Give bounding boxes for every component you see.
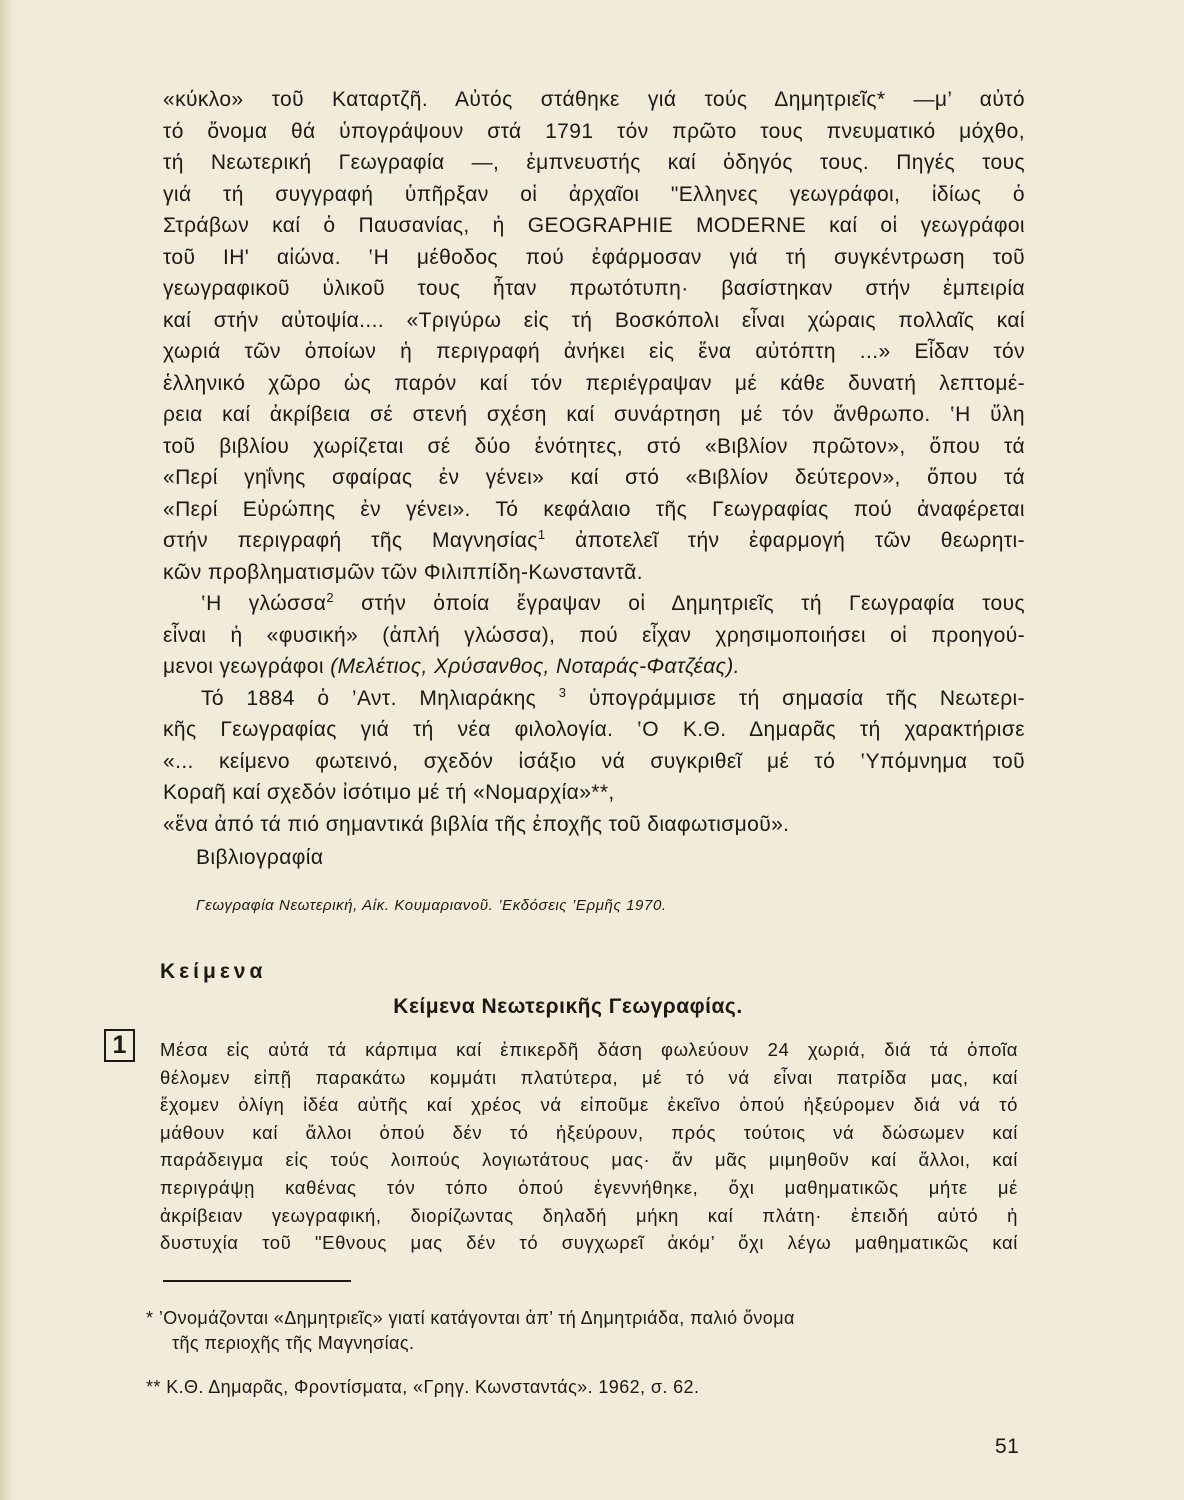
text-fragment: μενοι γεωγράφοι bbox=[163, 655, 331, 678]
excerpt-text bbox=[160, 1036, 1018, 1257]
section-label: Κείμενα bbox=[160, 960, 267, 983]
page-edge-shadow bbox=[0, 0, 14, 1500]
footnote-divider bbox=[163, 1280, 351, 1282]
footnote-1 bbox=[146, 1306, 1008, 1356]
text-line: τοῦ βιβλίου χωρίζεται σέ δύο ἑνότητες, στό «Βιβλίον πρῶτον», ὅπου τά bbox=[163, 434, 1025, 458]
italic-names: (Μελέτιος, Χρύσανθος, Νοταράς-Φατζέας). bbox=[330, 655, 740, 678]
text-line: Κοραῆ καί σχεδόν ἰσότιμο μέ τή «Νομαρχία»**, bbox=[163, 781, 615, 804]
main-body-text bbox=[163, 84, 1025, 840]
text-line: «Περί Εὐρώπης ἐν γένει». Τό κεφάλαιο τῆς Γεωγραφίας πού ἀναφέρεται bbox=[163, 497, 1025, 521]
footnote-mark: ** bbox=[146, 1377, 161, 1397]
text-line: γιά τή συγγραφή ὑπῆρξαν οἱ ἀρχαῖοι "Ελληνες γεωγράφοι, ἰδίως ὁ bbox=[163, 182, 1025, 206]
text-line: κῶν προβληματισμῶν τῶν Φιλιππίδη-Κωνσταντᾶ. bbox=[163, 560, 643, 584]
text-line: «ἕνα ἀπό τά πιό σημαντικά βιβλία τῆς ἐποχῆς τοῦ διαφωτισμοῦ». bbox=[163, 812, 790, 836]
text-line: ρεια καί ἀκρίβεια σέ στενή σχέση καί συνάρτηση μέ τόν ἄνθρωπο. ‛Η ὕλη bbox=[163, 403, 1025, 426]
text-line bbox=[163, 651, 1025, 683]
text-line: εἶναι ἡ «φυσική» (ἁπλή γλώσσα), πού εἶχαν χρησιμοποιήσει οἱ προηγού- bbox=[163, 623, 1025, 647]
page-number: 51 bbox=[995, 1435, 1020, 1458]
text-fragment: στήν περιγραφή τῆς Μαγνησίας bbox=[163, 529, 538, 552]
excerpt-number-box: 1 bbox=[104, 1029, 135, 1062]
text-fragment: ὑπογράμμισε τή σημασία τῆς Νεωτερι- bbox=[566, 686, 1025, 710]
text-line: «κύκλο» τοῦ Καταρτζῆ. Αὐτός στάθηκε γιά τούς Δημητριεῖς* —μ’ αὐτό bbox=[163, 88, 1025, 111]
excerpt-line: θέλομεν εἰπῇ παρακάτω κομμάτι πλατύτερα, μέ τό νά εἶναι πατρίδα μας, καί bbox=[160, 1066, 1018, 1088]
text-line bbox=[163, 683, 1025, 715]
footnote-text: ’Ονομάζονται «Δημητριεῖς» γιατί κατάγονται ἀπ’ τή Δημητριάδα, παλιό ὄνομα bbox=[158, 1308, 795, 1328]
text-line: καί στήν αὐτοψία.... «Τριγύρω εἰς τή Βοσκόπολι εἶναι χώραις πολλαῖς καί bbox=[163, 308, 1025, 332]
text-line: κῆς Γεωγραφίας γιά τή νέα φιλολογία. ‛Ο Κ.Θ. Δημαρᾶς τή χαρακτήρισε bbox=[163, 718, 1025, 741]
excerpt-line: ἀκρίβειαν γεωγραφική, διορίζωντας δηλαδή μήκη καί πλάτη· ἐπειδή αὐτό ἡ bbox=[160, 1204, 1018, 1226]
excerpt-line: μάθουν καί ἄλλοι ὁπού δέν τό ἠξεύρουν, πρός τούτοις νά δώσωμεν καί bbox=[160, 1121, 1018, 1143]
footnote-2 bbox=[146, 1377, 699, 1398]
footnote-line bbox=[146, 1306, 1008, 1331]
excerpt-line: δυστυχία τοῦ "Εθνους μας δέν τό συγχωρεῖ ἀκόμ’ ὄχι λέγω μαθηματικῶς καί bbox=[160, 1232, 1018, 1254]
excerpt-line: περιγράψῃ καθένας τόν τόπο ὁπού ἐγεννήθηκε, ὄχι μαθηματικῶς μήτε μέ bbox=[160, 1176, 1018, 1198]
text-line bbox=[163, 588, 1025, 620]
excerpt-line: ἔχομεν ὀλίγη ἰδέα αὐτῆς καί χρέος νά εἰποῦμε ἐκεῖνο ὁπού ἠξεύρομεν διά νά τό bbox=[160, 1094, 1018, 1116]
footnote-line: τῆς περιοχῆς τῆς Μαγνησίας. bbox=[172, 1333, 415, 1353]
text-fragment: Τό 1884 ὁ ’Αντ. Μηλιαράκης bbox=[201, 686, 559, 710]
text-line: Στράβων καί ὁ Παυσανίας, ἡ GEOGRAPHIE MODERNE καί οἱ γεωγράφοι bbox=[163, 214, 1025, 237]
text-fragment: ἀποτελεῖ τήν ἐφαρμογή τῶν θεωρητι- bbox=[545, 529, 1026, 552]
text-line: τό ὄνομα θά ὑπογράψουν στά 1791 τόν πρῶτο τους πνευματικό μόχθο, bbox=[163, 119, 1025, 143]
section-title: Κείμενα Νεωτερικῆς Γεωγραφίας. bbox=[393, 995, 743, 1018]
footnote-ref: 3 bbox=[558, 684, 567, 700]
text-line bbox=[163, 525, 1025, 557]
text-line: ἑλληνικό χῶρο ὡς παρόν καί τόν περιέγραψαν μέ κάθε δυνατή λεπτομέ- bbox=[163, 371, 1025, 395]
text-fragment: στήν ὁποία ἔγραψαν οἱ Δημητριεῖς τή Γεωγραφία τους bbox=[333, 592, 1026, 615]
footnote-mark: * bbox=[146, 1308, 154, 1328]
bibliography-entry: Γεωγραφία Νεωτερική, Αἰκ. Κουμαριανοῦ. ’Εκδόσεις ‛Ερμῆς 1970. bbox=[196, 897, 667, 914]
text-line: χωριά τῶν ὁποίων ἡ περιγραφή ἀνήκει εἰς ἕνα αὐτόπτη ...» Εἶδαν τόν bbox=[163, 340, 1025, 363]
footnote-ref: 2 bbox=[326, 590, 334, 605]
text-line: τή Νεωτερική Γεωγραφία —, ἐμπνευστής καί ὁδηγός τους. Πηγές τους bbox=[163, 151, 1025, 174]
text-fragment: ‛Η γλώσσα bbox=[201, 592, 327, 615]
footnote-ref: 1 bbox=[537, 527, 546, 542]
bibliography-heading: Βιβλιογραφία bbox=[196, 846, 324, 869]
excerpt-line: Μέσα εἰς αὐτά τά κάρπιμα καί ἐπικερδῆ δάση φωλεύουν 24 χωριά, διά τά ὁποῖα bbox=[160, 1039, 1018, 1060]
text-line: «... κείμενο φωτεινό, σχεδόν ἰσάξιο νά συγκριθεῖ μέ τό ‛Υπόμνημα τοῦ bbox=[163, 749, 1025, 773]
excerpt-line: παράδειγμα εἰς τούς λοιπούς λογιωτάτους μας· ἄν μᾶς μιμηθοῦν καί ἄλλοι, καί bbox=[160, 1149, 1018, 1171]
text-line: «Περί γηΐνης σφαίρας ἐν γένει» καί στό «Βιβλίον δεύτερον», ὅπου τά bbox=[163, 466, 1025, 489]
text-line: γεωγραφικοῦ ὑλικοῦ τους ἦταν πρωτότυπη· βασίστηκαν στήν ἐμπειρία bbox=[163, 277, 1025, 300]
text-line: τοῦ ΙΗ' αἰώνα. ‛Η μέθοδος πού ἐφάρμοσαν γιά τή συγκέντρωση τοῦ bbox=[163, 245, 1025, 269]
footnote-text: Κ.Θ. Δημαρᾶς, Φροντίσματα, «Γρηγ. Κωνσταντάς». 1962, σ. 62. bbox=[166, 1377, 700, 1397]
